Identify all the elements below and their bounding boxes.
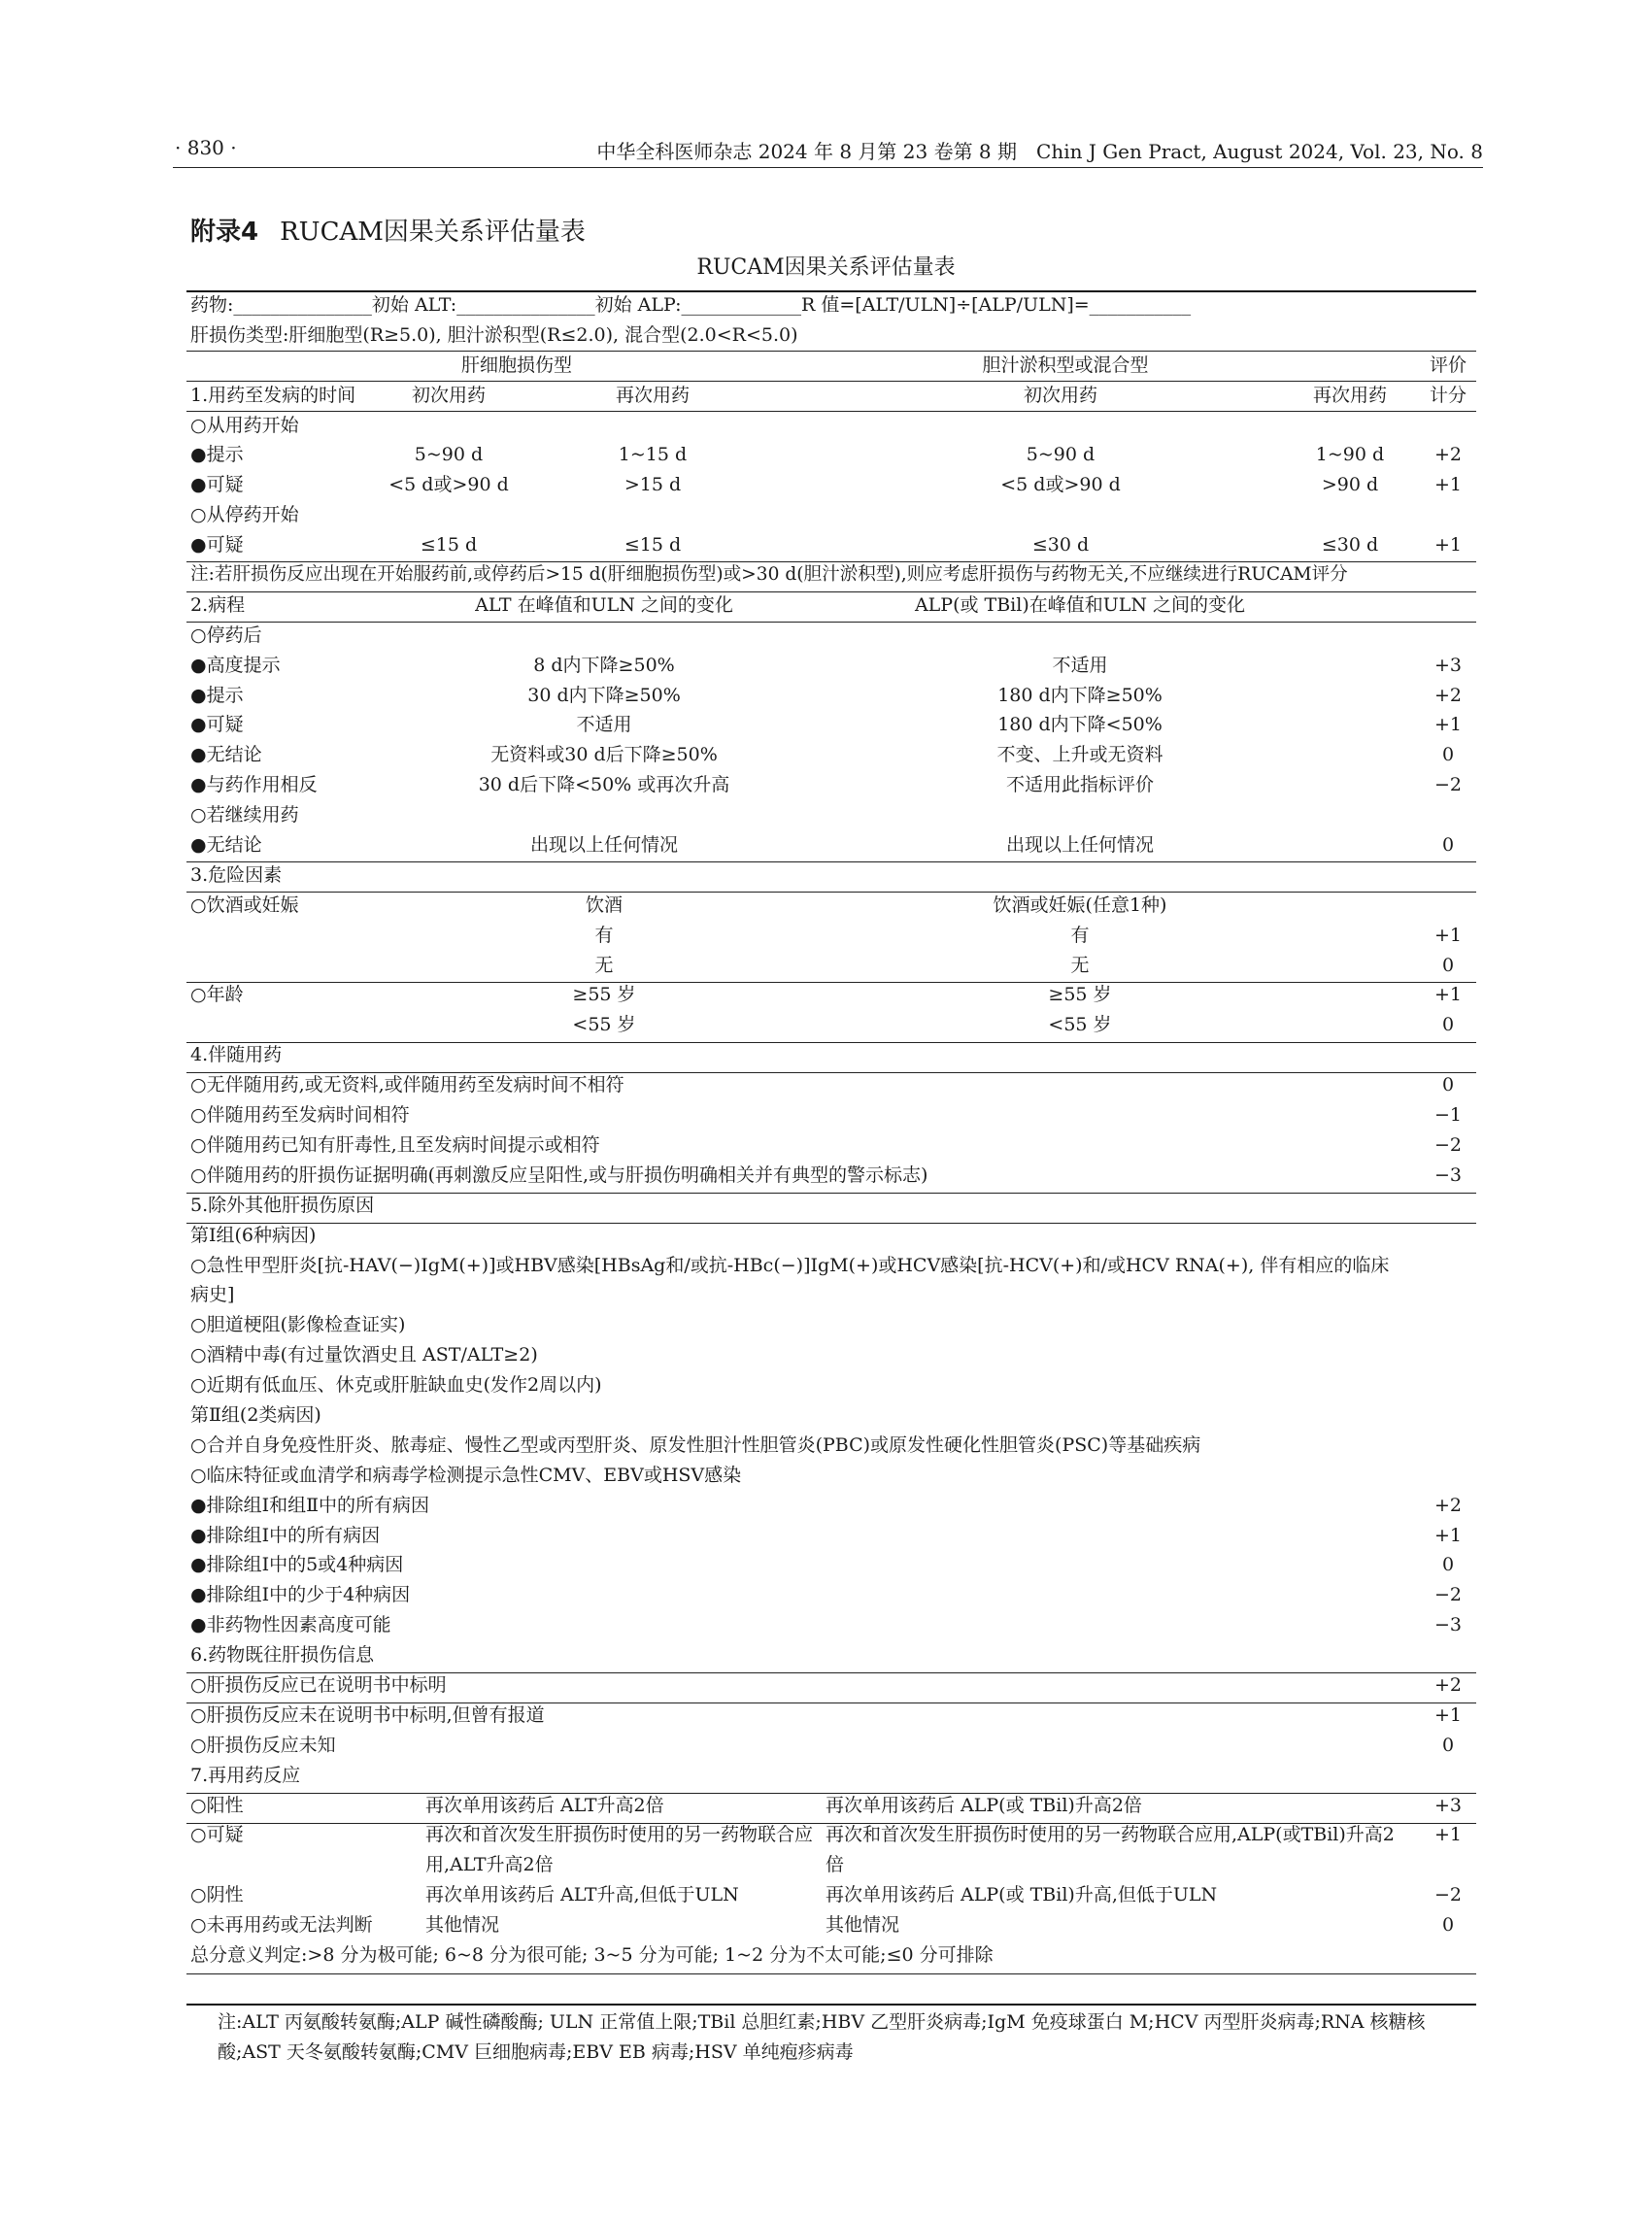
section-header: 3.危险因素 (190, 863, 283, 886)
table-row: ●可疑 ≤15 d ≤15 d ≤30 d ≤30 d +1 (190, 534, 1462, 556)
table-row: ○合并自身免疫性肝炎、脓毒症、慢性乙型或丙型肝炎、原发性胆汁性胆管炎(PBC)或原发性硬化性胆管炎(PSC)等基础疾病 (190, 1433, 1201, 1456)
table-row: ○未再用药或无法判断 其他情况 其他情况 0 (190, 1914, 1455, 1937)
table-row: 有 有 +1 (594, 924, 1462, 946)
table-row: ○急性甲型肝炎[抗-HAV(−)IgM(+)]或HBV感染[HBsAg和/或抗-HBc(−)]IgM(+)或HCV感染[抗-HCV(+)和/或HCV RNA(+), 伴有相应的临床病史] (190, 1254, 1390, 1306)
table-row: ●排除组Ⅰ中的所有病因 +1 (190, 1524, 1462, 1546)
section-header: 5.除外其他肝损伤原因 (190, 1194, 375, 1216)
table-row: ●高度提示 8 d内下降≥50% 不适用 +3 (190, 654, 1462, 676)
table-row: ○伴随用药的肝损伤证据明确(再刺激反应呈阳性,或与肝损伤明确相关并有典型的警示标志) −3 (190, 1163, 1462, 1186)
table-row: ○可疑 再次和首次发生肝损伤时使用的另一药物联合应用,ALT升高2倍 再次和首次发生肝损伤时使用的另一药物联合应用,ALP(或TBil)升高2倍 +1 (190, 1824, 1462, 1876)
table-row: ●提示 5~90 d 1~15 d 5~90 d 1~90 d +2 (190, 444, 1462, 466)
appendix-title: RUCAM因果关系评估量表 (280, 218, 586, 247)
table-row: ●排除组Ⅰ中的5或4种病因 0 (190, 1554, 1455, 1576)
table-row: 无 无 0 (594, 954, 1455, 976)
appendix-heading (190, 212, 586, 248)
table-row: ○年龄 ≥55 岁 ≥55 岁 +1 (190, 984, 1462, 1006)
section-header: 4.伴随用药 (190, 1044, 283, 1066)
table-row: ○无伴随用药,或无资料,或伴随用药至发病时间不相符 0 (190, 1074, 1455, 1096)
table-row: ○阴性 再次单用该药后 ALT升高,但低于ULN 再次单用该药后 ALP(或 TBil)升高,但低于ULN −2 (190, 1884, 1462, 1906)
column-group-header: 肝细胞损伤型 胆汁淤积型或混合型 评价 (460, 354, 1467, 376)
field-row: 药物:_______________初始 ALT:_______________初始 ALP:_____________R 值=[ALT/ULN]÷[ALP/ULN]=___________ (190, 294, 1192, 316)
section-header: 6.药物既往肝损伤信息 (190, 1644, 375, 1667)
journal-citation: 中华全科医师杂志 2024 年 8 月第 23 卷第 8 期 Chin J Gen Pract, August 2024, Vol. 23, No. 8 (596, 140, 1483, 163)
subheading: 第Ⅱ组(2类病因) (190, 1403, 321, 1426)
table-row: ●可疑 <5 d或>90 d >15 d <5 d或>90 d >90 d +1 (190, 474, 1462, 496)
table-title: RUCAM因果关系评估量表 (696, 255, 956, 280)
subheading: ○从用药开始 (190, 414, 299, 436)
table-row: ●非药物性因素高度可能 −3 (190, 1614, 1462, 1636)
table-bottom-rule (186, 2004, 1476, 2006)
table-row: ○近期有低血压、休克或肝脏缺血史(发作2周以内) (190, 1374, 602, 1397)
table-row: ○饮酒或妊娠 饮酒 饮酒或妊娠(任意1种) (190, 893, 1167, 916)
section-header: 2.病程 ALT 在峰值和ULN 之间的变化 ALP(或 TBil)在峰值和ULN 之间的变化 (190, 593, 1246, 616)
subheading: 第Ⅰ组(6种病因) (190, 1224, 317, 1246)
table-row: ●可疑 不适用 180 d内下降<50% +1 (190, 714, 1462, 736)
table-row: ○伴随用药至发病时间相符 −1 (190, 1104, 1462, 1127)
table-row: ○肝损伤反应未在说明书中标明,但曾有报道 +1 (190, 1703, 1462, 1726)
table-row: ●提示 30 d内下降≥50% 180 d内下降≥50% +2 (190, 684, 1462, 706)
subheading: ○停药后 (190, 624, 262, 646)
table-row: ○伴随用药已知有肝毒性,且至发病时间提示或相符 −2 (190, 1133, 1462, 1156)
table-row: ○胆道梗阻(影像检查证实) (190, 1314, 406, 1336)
footnote: 注:ALT 丙氨酸转氨酶;ALP 碱性磷酸酶; ULN 正常值上限;TBil 总胆红素;HBV 乙型肝炎病毒;IgM 免疫球蛋白 M;HCV 丙型肝炎病毒;RNA 核糖核酸;AST 天冬氨酸转氨酶;CMV 巨细胞病毒;EBV EB 病毒;HSV 单纯疱疹病毒 (218, 2011, 1426, 2063)
table-row: ●无结论 出现以上任何情况 出现以上任何情况 0 (190, 834, 1455, 857)
rule (186, 1973, 1476, 1974)
table-row: ●无结论 无资料或30 d后下降≥50% 不变、上升或无资料 0 (190, 744, 1455, 766)
rucam-table (186, 290, 1476, 1971)
table-row: ○阳性 再次单用该药后 ALT升高2倍 再次单用该药后 ALP(或 TBil)升高2倍 +3 (190, 1794, 1462, 1816)
table-row: <55 岁 <55 岁 0 (572, 1014, 1455, 1036)
table-row: ○临床特征或血清学和病毒学检测提示急性CMV、EBV或HSV感染 (190, 1464, 742, 1486)
subheading: ○若继续用药 (190, 804, 299, 826)
table-row: ○肝损伤反应未知 0 (190, 1734, 1455, 1756)
field-row: 肝损伤类型:肝细胞型(R≥5.0), 胆汁淤积型(R≤2.0), 混合型(2.0<R<5.0) (190, 323, 798, 346)
section-header: 7.再用药反应 (190, 1764, 301, 1786)
table-row: ○肝损伤反应已在说明书中标明 +2 (190, 1673, 1462, 1696)
table-row: ●排除组Ⅰ和组Ⅱ中的所有病因 +2 (190, 1494, 1462, 1516)
total-score-interpretation: 总分意义判定:>8 分为极可能; 6~8 分为很可能; 3~5 分为可能; 1~2 分为不太可能;≤0 分可排除 (190, 1944, 994, 1967)
table-row: ○酒精中毒(有过量饮酒史且 AST/ALT≥2) (190, 1344, 538, 1366)
section-header: 1.用药至发病的时间 初次用药 再次用药 初次用药 再次用药 计分 (190, 384, 1467, 406)
table-note: 注:若肝损伤反应出现在开始服药前,或停药后>15 d(肝细胞损伤型)或>30 d(胆汁淤积型),则应考虑肝损伤与药物无关,不应继续进行RUCAM评分 (190, 564, 1348, 586)
appendix-label: 附录4 (190, 218, 259, 247)
page-number: · 830 · (175, 136, 237, 159)
table-row: ●与药作用相反 30 d后下降<50% 或再次升高 不适用此指标评价 −2 (190, 774, 1462, 796)
subheading: ○从停药开始 (190, 504, 299, 526)
page-header (173, 132, 1483, 168)
table-row: ●排除组Ⅰ中的少于4种病因 −2 (190, 1584, 1462, 1606)
